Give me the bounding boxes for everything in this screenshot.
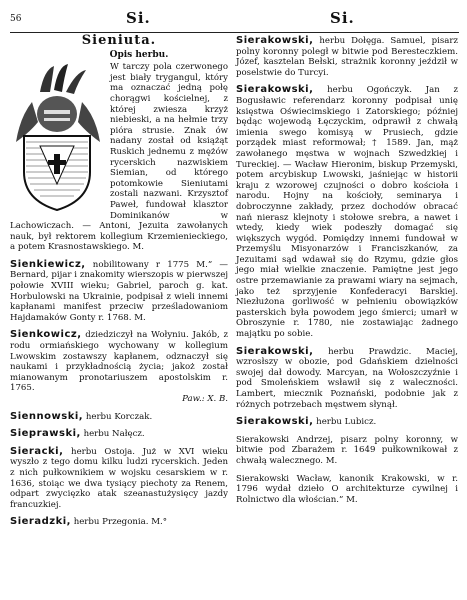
entry-name: Sieprawski,: [10, 428, 81, 440]
entry-text: herbu Prawdzic. Maciej, wzrosłszy w obozie, pod Gdańskiem dzielności swojej dał dowody. Marcyan, na Wołoszczyźnie i pod Smoleńskiem wsławił się z waleczności. Lambert, miecznik Poznański, podobnie jak z różnych potrzebach męstwem słynął.: [236, 346, 458, 410]
entry-text: dziedziczył na Wołyniu. Jakób, z rodu ormiańskiego wychowany w kollegium Lwowskim zostawszy kapłanem, odznaczył się naukami i przykładnością życia; jakoż został mianowanym pronotariuszem apostolskim r. 1765.: [10, 330, 228, 394]
entry-sieradzki: [10, 517, 228, 528]
entry-name: Sienkowicz,: [10, 329, 82, 341]
entry-name: Sieradzki,: [10, 516, 71, 528]
entry-name: Sierakowski,: [236, 345, 314, 357]
entry-text: herbu Dołęga. Samuel, pisarz polny koronny poległ w bitwie pod Beresteczkiem. Józef, kasztelan Bełski, strażnik koronny jeździł w poselstwie do Turcyi.: [236, 36, 459, 78]
left-column: [10, 33, 228, 528]
page-number: 56: [10, 14, 22, 24]
entry-name: Siennowski,: [10, 410, 84, 422]
entry-text: herbu Ogończyk. Jan z Bogusławic referendarz koronny podpisał unię księstwa Oświecimskiego i Zatorskiego; później będąc wojewodą Łęczyckim, odprawił z chwałą imienia swego komisyą w Prusiech, gdzie porządek miast reformował; † 1589. Jan, mąż zawołanego męstwa w wojnach Szwedzkiej i Tureckiej. — Wacław Hieronim, biskup Przemyski, potem arcybiskup Lwowski, jaśniejąc w historii kraju z wzorowej czujności o dobro kościoła i narodu. Hojny na kościoły, seminarya i dobroczynne zakłady, przez dochodów obracać nań nierasz klejnoty i stołowe srebra, a nawet i wtedy, kiedy wiek podeszły domagać się większych wygód. Pomiędzy innemi fundował w Przemyślu Misyonarzów i Franciszkanów, za Jezuitami sąd wdawał się do Rzymu, gdzie głos jego miał wielkie znaczenie. Pamiętne jest jego ostre przemawianie za prawami wiary na sejmach, jako też sprzyjenie Konfederacyi Barskiej. Niezłużona gorliwość w pełnieniu obowiązków pasterskich była powodem jego śmierci; umarł w Obroszynie r. 1780, nie zostawiając żadnego majątku po sobie.: [236, 85, 459, 340]
entry-sieprawski: [10, 429, 228, 440]
right-column: [236, 36, 458, 505]
section-title: Sieniuta.: [81, 33, 157, 48]
entry-sierakowski-ogonczyk: [236, 85, 458, 339]
entry-text: herbu Przegonia. M.°: [73, 517, 168, 528]
entry-text: herbu Nałęcz.: [83, 429, 145, 440]
entry-siennowski: [10, 412, 228, 423]
entry-name: Sieracki,: [10, 445, 64, 457]
entry-text: Sierakowski Wacław, kanonik Krakowski, w r. 1796 wydał dzieło O architekturze cywilnej i Rolnictwo dla włościan.” M.: [236, 473, 458, 505]
entry-source: Paw.: X. B.: [182, 394, 228, 404]
entry-text: Sierakowski Andrzej, pisarz polny koronny, w bitwie pod Zbarażem r. 1649 pułkownikował z chwałą walecznego. M.: [236, 434, 458, 466]
entry-sienkiewicz: [10, 260, 228, 324]
entry-name: Sienkiewicz,: [10, 258, 86, 270]
section-subtitle: Opis herbu.: [109, 49, 169, 60]
entry-sienkowicz: [10, 330, 228, 394]
entry-name: Sierakowski,: [236, 84, 314, 96]
entry-sierakowski-waclaw: [236, 474, 458, 506]
entry-name: Sierakowski,: [236, 416, 314, 428]
coat-description: W tarczy pola czerwonego jest biały trygangul, który ma oznaczać jedną połę chorągwi kościelnej, z której zwiesza krzyż niebieski, a na hełmie trzy pióra strusie. Znak ów nadany został od książąt Ruskich jednemu z mężów rycerskich nazwiskiem Siemian, od którego potomkowie Sieniutami zostali nazwani. Krzysztof Paweł, fundował klasztor Dominikanów w Lachowiczach. — Antoni, Jezuita zawołanych nauk, był rektorem kollegium Krzemienieckiego, a potem Krasnostawskiego. M.: [10, 62, 228, 253]
entry-sierakowski-andrzej: [236, 435, 458, 467]
entry-sierakowski-dolega: [236, 36, 458, 78]
entry-sieracki: [10, 447, 228, 511]
header-rule: [10, 32, 459, 33]
entry-text: herbu Korczak.: [85, 411, 153, 422]
entry-text: herbu Lubicz.: [316, 417, 377, 428]
coat-of-arms-illustration: [10, 62, 104, 212]
running-header-left: Si.: [126, 9, 151, 27]
entry-sierakowski-prawdzic: [236, 347, 458, 411]
running-header-right: Si.: [330, 9, 355, 27]
entry-text: nobilitowany r 1775 M.” — Bernard, pijar i znakomity wierszopis w pierwszej połowie XVIII wieku; Gabriel, paroch g. kat. Horbulowski na Ukrainie, podpisał z wieli innemi kapłanami manifest przeciw prześladowaniom Hajdamaków Gonty r. 1768. M.: [10, 259, 228, 323]
entry-sierakowski-lubicz: [236, 417, 458, 428]
entry-text: herbu Ostoja. Już w XVI wieku wyszło z tego domu kilku ludzi rycerskich. Jeden z nich pułkownikiem w wojsku cesarskiem w r. 1636, stoiąc we dwa tysiący piechoty za Renem, odpart zwycięzko atak szeanastużysięcy jazdy francuzkiej.: [10, 446, 228, 510]
entry-name: Sierakowski,: [236, 35, 314, 46]
